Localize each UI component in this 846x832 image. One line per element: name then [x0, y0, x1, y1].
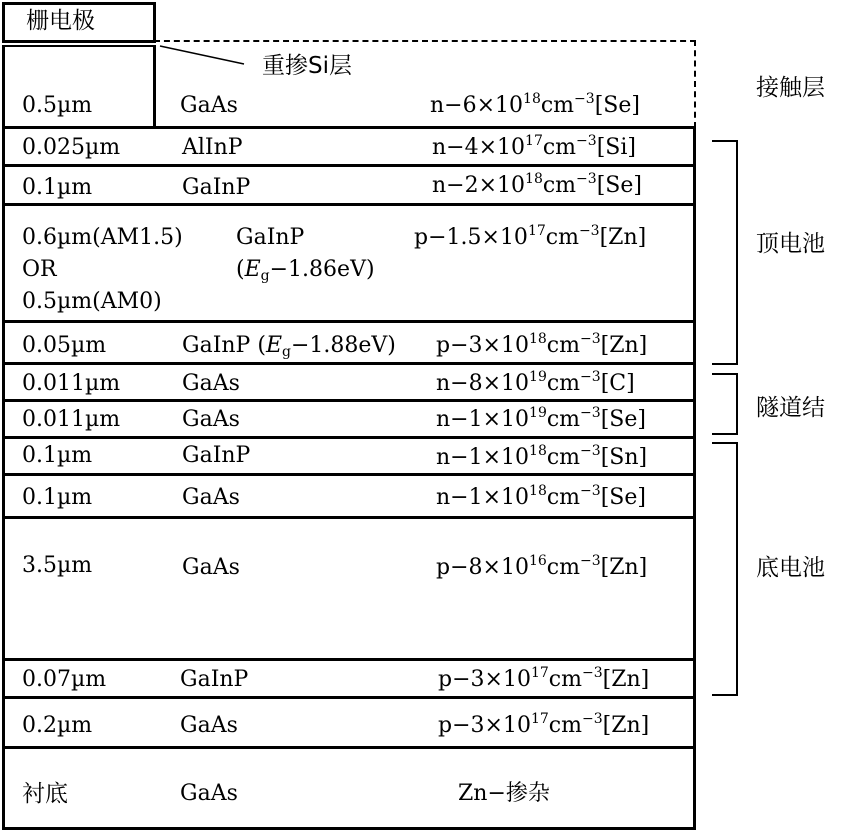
separator-1 [2, 164, 696, 167]
layer-1-material: AlInP [182, 135, 243, 160]
layer-3-doping: $p-1.5\times 10^{17}cm^{-3}[Zn]$ [414, 223, 647, 250]
layer-2-doping: $n-2\times 10^{18}cm^{-3}[Se]$ [432, 171, 642, 198]
layer-8-doping: $n-1\times 10^{18}cm^{-3}[Se]$ [436, 483, 646, 510]
layer-6-doping: $n-1\times 10^{19}cm^{-3}[Se]$ [436, 405, 646, 432]
top-cell-brace [712, 140, 738, 365]
layer-4-thickness: 0.05µm [22, 333, 107, 358]
separator-2 [2, 203, 696, 206]
separator-3 [2, 320, 696, 323]
top-cell-label: 顶电池 [756, 231, 825, 257]
layer-12-doping: Zn−掺杂 [458, 781, 550, 806]
layer-3-thickness-line1: 0.6µm(AM1.5) [22, 225, 183, 250]
layer-0-material: GaAs [180, 93, 238, 118]
layer-5-material: GaAs [182, 371, 240, 396]
separator-11 [2, 746, 696, 749]
layer-12-substrate-label: 衬底 [22, 781, 68, 807]
layer-10-thickness: 0.07µm [22, 667, 107, 692]
layer-8-material: GaAs [182, 485, 240, 510]
separator-5 [2, 399, 696, 402]
layer-0-doping: $n-6\times 10^{18}cm^{-3}[Se]$ [430, 91, 640, 118]
layer-3-bandgap: $(E_g-1.86eV)$ [236, 257, 375, 284]
bottom-cell-brace [712, 442, 738, 696]
layer-3-thickness-line2: OR [22, 257, 57, 282]
separator-10 [2, 696, 696, 699]
layer-0-thickness: 0.5µm [22, 93, 93, 118]
layer-4-doping: $p-3\times 10^{18}cm^{-3}[Zn]$ [436, 331, 648, 358]
layer-7-doping: $n-1\times 10^{18}cm^{-3}[Sn]$ [436, 443, 648, 470]
layer-8-thickness: 0.1µm [22, 485, 93, 510]
separator-4 [2, 362, 696, 365]
layer-9-doping: $p-8\times 10^{16}cm^{-3}[Zn]$ [436, 553, 648, 580]
layer-11-material: GaAs [180, 713, 238, 738]
layer-9-material: GaAs [182, 555, 240, 580]
layer-3-material: GaInP [236, 225, 305, 250]
layer-3-thickness-line3: 0.5µm(AM0) [22, 289, 162, 314]
layer-11-doping: $p-3\times 10^{17}cm^{-3}[Zn]$ [438, 711, 650, 738]
bottom-cell-label: 底电池 [756, 555, 825, 581]
heavy-doped-si-label: 重掺Si层 [262, 53, 352, 79]
separator-7 [2, 473, 696, 476]
tunnel-junction-brace [712, 373, 738, 435]
separator-6 [2, 436, 696, 439]
layer-7-thickness: 0.1µm [22, 443, 93, 468]
layer-1-thickness: 0.025µm [22, 135, 121, 160]
layer-10-doping: $p-3\times 10^{17}cm^{-3}[Zn]$ [438, 665, 650, 692]
layer-5-thickness: 0.011µm [22, 371, 121, 396]
layer-2-material: GaInP [182, 175, 251, 200]
layer-12-material: GaAs [180, 781, 238, 806]
separator-9 [2, 658, 696, 661]
layer-5-doping: $n-8\times 10^{19}cm^{-3}[C]$ [436, 369, 635, 396]
layer-7-material: GaInP [182, 443, 251, 468]
layer-1-doping: $n-4\times 10^{17}cm^{-3}[Si]$ [432, 133, 636, 160]
layer-4-material: GaInP $(E_g-1.88eV)$ [182, 333, 396, 360]
tunnel-junction-label: 隧道结 [756, 395, 825, 421]
contact-layer-label: 接触层 [756, 75, 825, 101]
separator-8 [2, 516, 696, 519]
layer-11-thickness: 0.2µm [22, 713, 93, 738]
layer-2-thickness: 0.1µm [22, 175, 93, 200]
layer-6-material: GaAs [182, 407, 240, 432]
layer-10-material: GaInP [180, 667, 249, 692]
layer-6-thickness: 0.011µm [22, 407, 121, 432]
layer-9-thickness: 3.5µm [22, 553, 93, 578]
gate-electrode-label: 栅电极 [26, 8, 95, 34]
